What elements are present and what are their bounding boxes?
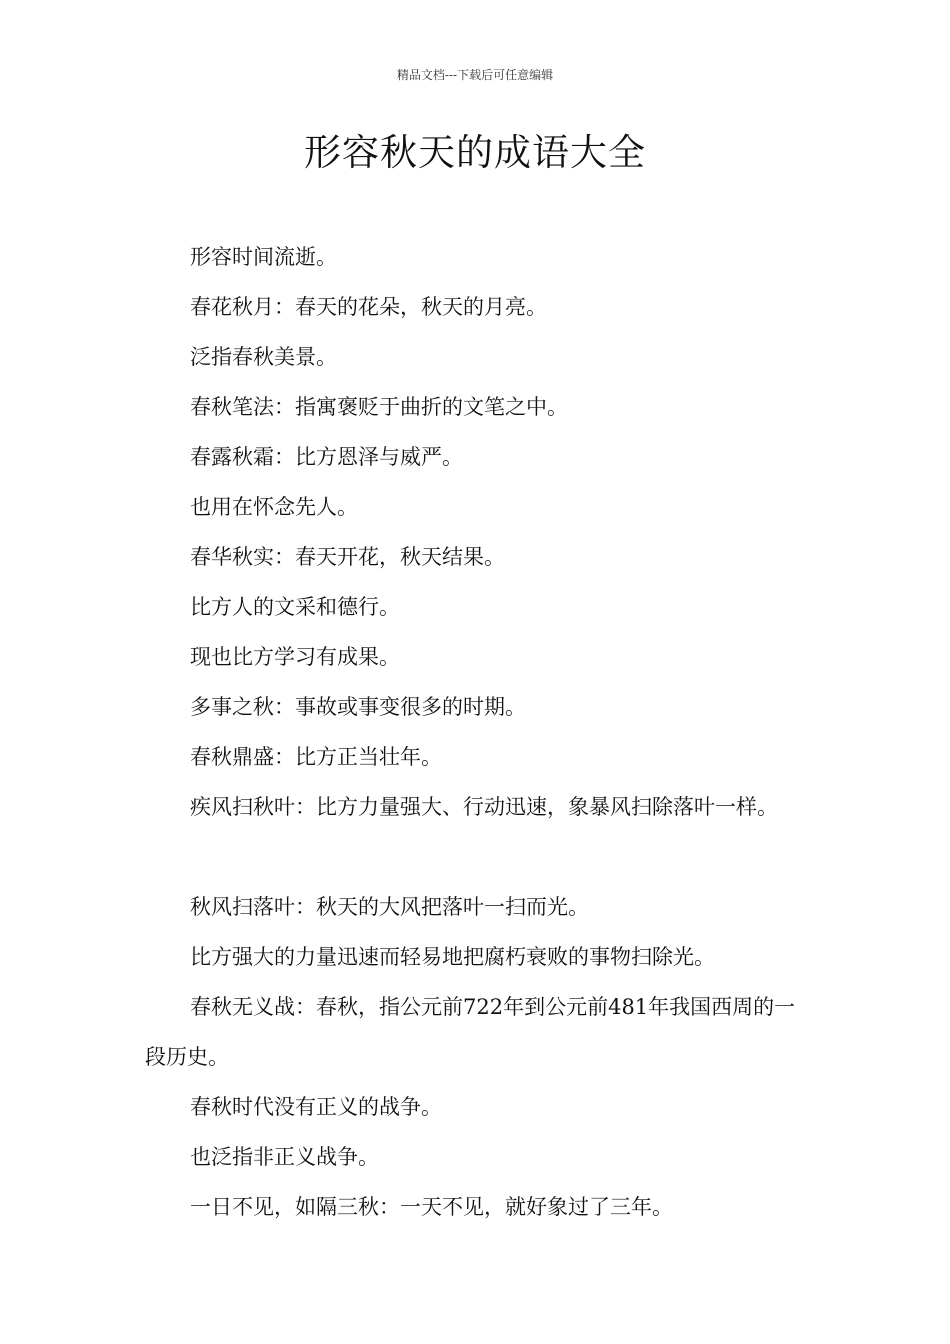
paragraph: 秋风扫落叶：秋天的大风把落叶一扫而光。 <box>190 895 589 919</box>
paragraph: 比方强大的力量迅速而轻易地把腐朽衰败的事物扫除光。 <box>190 945 715 969</box>
paragraph: 也泛指非正义战争。 <box>190 1145 379 1169</box>
paragraph: 泛指春秋美景。 <box>190 345 337 369</box>
paragraph: 一日不见，如隔三秋：一天不见，就好象过了三年。 <box>190 1195 673 1219</box>
paragraph: 现也比方学习有成果。 <box>190 645 400 669</box>
paragraph: 也用在怀念先人。 <box>190 495 358 519</box>
paragraph: 疾风扫秋叶：比方力量强大、行动迅速，象暴风扫除落叶一样。 <box>190 795 778 819</box>
paragraph: 春华秋实：春天开花，秋天结果。 <box>190 545 505 569</box>
document-body <box>145 232 825 1232</box>
paragraph: 春秋笔法：指寓褒贬于曲折的文笔之中。 <box>190 395 568 419</box>
paragraph: 春花秋月：春天的花朵，秋天的月亮。 <box>190 295 547 319</box>
paragraph: 比方人的文采和德行。 <box>190 595 400 619</box>
paragraph-spacer <box>145 832 825 882</box>
page-header: 精品文档---下载后可任意编辑 <box>396 68 554 82</box>
paragraph: 春秋无义战：春秋，指公元前722年到公元前481年我国西周的一段历史。 <box>145 995 796 1069</box>
paragraph: 春秋时代没有正义的战争。 <box>190 1095 442 1119</box>
paragraph: 形容时间流逝。 <box>190 245 337 269</box>
paragraph: 春秋鼎盛：比方正当壮年。 <box>190 745 442 769</box>
paragraph: 春露秋霜：比方恩泽与威严。 <box>190 445 463 469</box>
paragraph: 多事之秋：事故或事变很多的时期。 <box>190 695 526 719</box>
document-title: 形容秋天的成语大全 <box>304 131 646 174</box>
